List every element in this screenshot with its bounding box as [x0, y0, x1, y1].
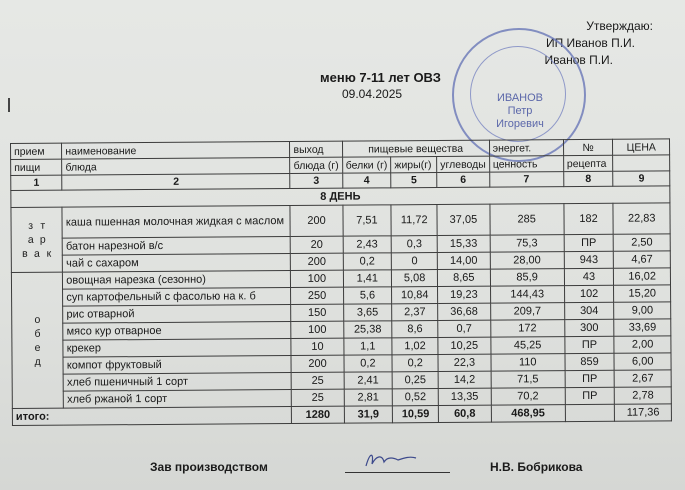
dish-name: мясо кур отварное — [63, 322, 291, 341]
cell-value: 2,50 — [614, 234, 671, 251]
column-number: 8 — [563, 171, 613, 186]
menu-date: 09.04.2025 — [342, 87, 403, 101]
menu-title: меню 7-11 лет ОВЗ — [320, 70, 441, 85]
cell-value: 0,2 — [343, 253, 392, 270]
cell-value: 200 — [290, 205, 342, 236]
meal-label-lunch: о б е д — [11, 272, 63, 408]
cell-value: 85,9 — [490, 269, 564, 287]
cell-value: 45,25 — [491, 337, 565, 355]
cell-value: 10,84 — [392, 287, 438, 304]
cell-value: 5,08 — [392, 270, 438, 287]
cell-value: 1,41 — [343, 270, 392, 287]
cell-value: 2,43 — [343, 236, 392, 253]
cell-value: 285 — [490, 204, 564, 236]
cell-value: 36,68 — [438, 303, 491, 320]
header-cell: энергет. — [489, 140, 563, 157]
column-number: 5 — [391, 173, 437, 188]
signature-name: Н.В. Бобрикова — [490, 460, 583, 474]
cell-value: 14,2 — [438, 371, 491, 388]
cell-value: 19,23 — [438, 286, 491, 303]
total-value: 60,8 — [438, 405, 491, 422]
cell-value: 200 — [291, 253, 343, 270]
total-value: 10,59 — [393, 406, 439, 423]
cell-value: 0,52 — [392, 389, 438, 406]
header-cell: рецепта — [563, 155, 613, 171]
cell-value: 9,00 — [614, 302, 671, 319]
signature-role: Зав производством — [150, 460, 268, 474]
cell-value: 250 — [291, 287, 343, 304]
cell-value: 3,65 — [343, 304, 392, 321]
menu-heading — [320, 70, 441, 102]
dish-name: крекер — [63, 339, 291, 358]
dish-name: овощная нарезка (сезонно) — [63, 271, 291, 290]
cell-value: 25 — [292, 389, 344, 406]
cell-value: 33,69 — [614, 319, 671, 336]
cell-value: 8,65 — [437, 269, 490, 286]
total-row — [12, 404, 671, 426]
cell-value: 182 — [564, 203, 614, 234]
cell-value: 22,83 — [613, 203, 670, 234]
cell-value: 2,41 — [344, 372, 393, 389]
column-number: 7 — [489, 172, 563, 188]
stamp-line-1: ИВАНОВ — [496, 92, 544, 104]
cell-value: 102 — [564, 285, 614, 302]
header-cell: ЦЕНА — [613, 139, 670, 155]
approval-org: ИП Иванов П.И. — [545, 36, 635, 50]
column-number: 1 — [11, 175, 62, 190]
cell-value: 144,43 — [490, 286, 564, 304]
cell-value: 15,20 — [614, 285, 671, 302]
dish-name: рис отварной — [63, 305, 291, 324]
cell-value: ПР — [565, 387, 615, 404]
cell-value: 15,33 — [437, 235, 490, 252]
header-cell: углеводы — [437, 156, 490, 172]
dish-name: суп картофельный с фасолью на к. б — [63, 288, 291, 307]
dish-name: хлеб пшеничный 1 сорт — [63, 373, 291, 392]
menu-table — [10, 138, 672, 426]
cell-value: 2,81 — [344, 389, 393, 406]
cell-value: ПР — [565, 370, 615, 387]
approval-person: Иванов П.И. — [544, 53, 613, 67]
cell-value: 11,72 — [391, 205, 437, 236]
header-cell: прием — [11, 143, 62, 159]
cell-value: 70,2 — [491, 388, 565, 406]
meal-label-breakfast: з т а р в а к — [11, 207, 63, 272]
header-cell — [613, 155, 670, 171]
cell-value: 2,00 — [614, 336, 671, 353]
cell-value: 10 — [291, 338, 343, 355]
cell-value: 75,3 — [490, 235, 564, 253]
cell-value: 209,7 — [490, 303, 564, 321]
cell-value: 150 — [291, 304, 343, 321]
cell-value: 37,05 — [437, 204, 490, 235]
cell-value: 2,37 — [392, 304, 438, 321]
cell-value: 0,2 — [392, 355, 438, 372]
column-number: 9 — [613, 171, 670, 186]
cell-value: 13,35 — [438, 388, 491, 405]
cell-value: 10,25 — [438, 337, 491, 354]
cell-value: 28,00 — [490, 252, 564, 270]
cell-value: 2,67 — [615, 370, 672, 387]
total-value — [565, 404, 615, 421]
header-cell: жиры(г) — [391, 157, 437, 173]
stamp-line-2: Петр — [507, 105, 533, 117]
cell-value: 14,00 — [437, 252, 490, 269]
cell-value: 22,3 — [438, 354, 491, 371]
day-label: 8 ДЕНЬ — [11, 186, 670, 208]
cell-value: 1,02 — [392, 338, 438, 355]
header-cell: блюда — [62, 158, 290, 176]
handwritten-signature — [360, 448, 420, 472]
cell-value: 0,7 — [438, 320, 491, 337]
header-cell: выход — [290, 141, 342, 157]
total-value: 468,95 — [491, 405, 565, 423]
cell-value: 1,1 — [343, 338, 392, 355]
cell-value: 6,00 — [614, 353, 671, 370]
stamp-line-3: Игоревич — [496, 118, 544, 130]
cell-value: 859 — [565, 353, 615, 370]
total-value: 1280 — [292, 406, 344, 423]
header-cell: ценность — [489, 156, 563, 173]
cell-value: 2,78 — [615, 387, 672, 404]
margin-mark — [8, 98, 10, 112]
header-cell: наименование — [62, 142, 290, 160]
header-cell: № — [563, 139, 613, 155]
total-label: итого: — [12, 407, 292, 426]
dish-name: батон нарезной в/с — [62, 237, 290, 256]
approval-title: Утверждаю: — [586, 19, 653, 33]
cell-value: 200 — [291, 355, 343, 372]
cell-value: 4,67 — [614, 251, 671, 268]
cell-value: 0,3 — [391, 236, 437, 253]
cell-value: 304 — [564, 302, 614, 319]
stamp-text — [485, 92, 555, 131]
dish-name: компот фруктовый — [63, 356, 291, 375]
total-value: 31,9 — [344, 406, 393, 423]
cell-value: 100 — [291, 321, 343, 338]
cell-value: 110 — [491, 354, 565, 372]
cell-value: ПР — [565, 336, 615, 353]
cell-value: 300 — [564, 319, 614, 336]
cell-value: 0 — [392, 253, 438, 270]
cell-value: 71,5 — [491, 371, 565, 389]
signature-line — [345, 472, 450, 473]
header-cell: пищи — [11, 159, 62, 175]
dish-name: чай с сахаром — [63, 254, 291, 273]
total-value: 117,36 — [615, 404, 672, 421]
cell-value: 0,25 — [392, 372, 438, 389]
cell-value: 7,51 — [342, 205, 391, 236]
table-row — [11, 203, 670, 239]
column-number: 3 — [290, 173, 342, 188]
dish-name: каша пшенная молочная жидкая с маслом — [62, 206, 290, 239]
cell-value: 25 — [292, 372, 344, 389]
cell-value: 43 — [564, 268, 614, 285]
column-number: 6 — [437, 172, 490, 187]
cell-value: 0,2 — [344, 355, 393, 372]
header-cell: белки (г) — [342, 157, 391, 173]
cell-value: 100 — [291, 270, 343, 287]
dish-name: хлеб ржаной 1 сорт — [63, 390, 291, 409]
cell-value: 20 — [291, 236, 343, 253]
cell-value: 16,02 — [614, 268, 671, 285]
column-number: 4 — [342, 173, 391, 188]
cell-value: 943 — [564, 251, 614, 268]
cell-value: 8,6 — [392, 321, 438, 338]
cell-value: ПР — [564, 234, 614, 251]
cell-value: 172 — [490, 320, 564, 338]
header-cell: пищевые вещества — [342, 140, 489, 157]
column-number: 2 — [62, 174, 290, 191]
cell-value: 5,6 — [343, 287, 392, 304]
cell-value: 25,38 — [343, 321, 392, 338]
header-cell: блюда (г) — [290, 157, 342, 173]
